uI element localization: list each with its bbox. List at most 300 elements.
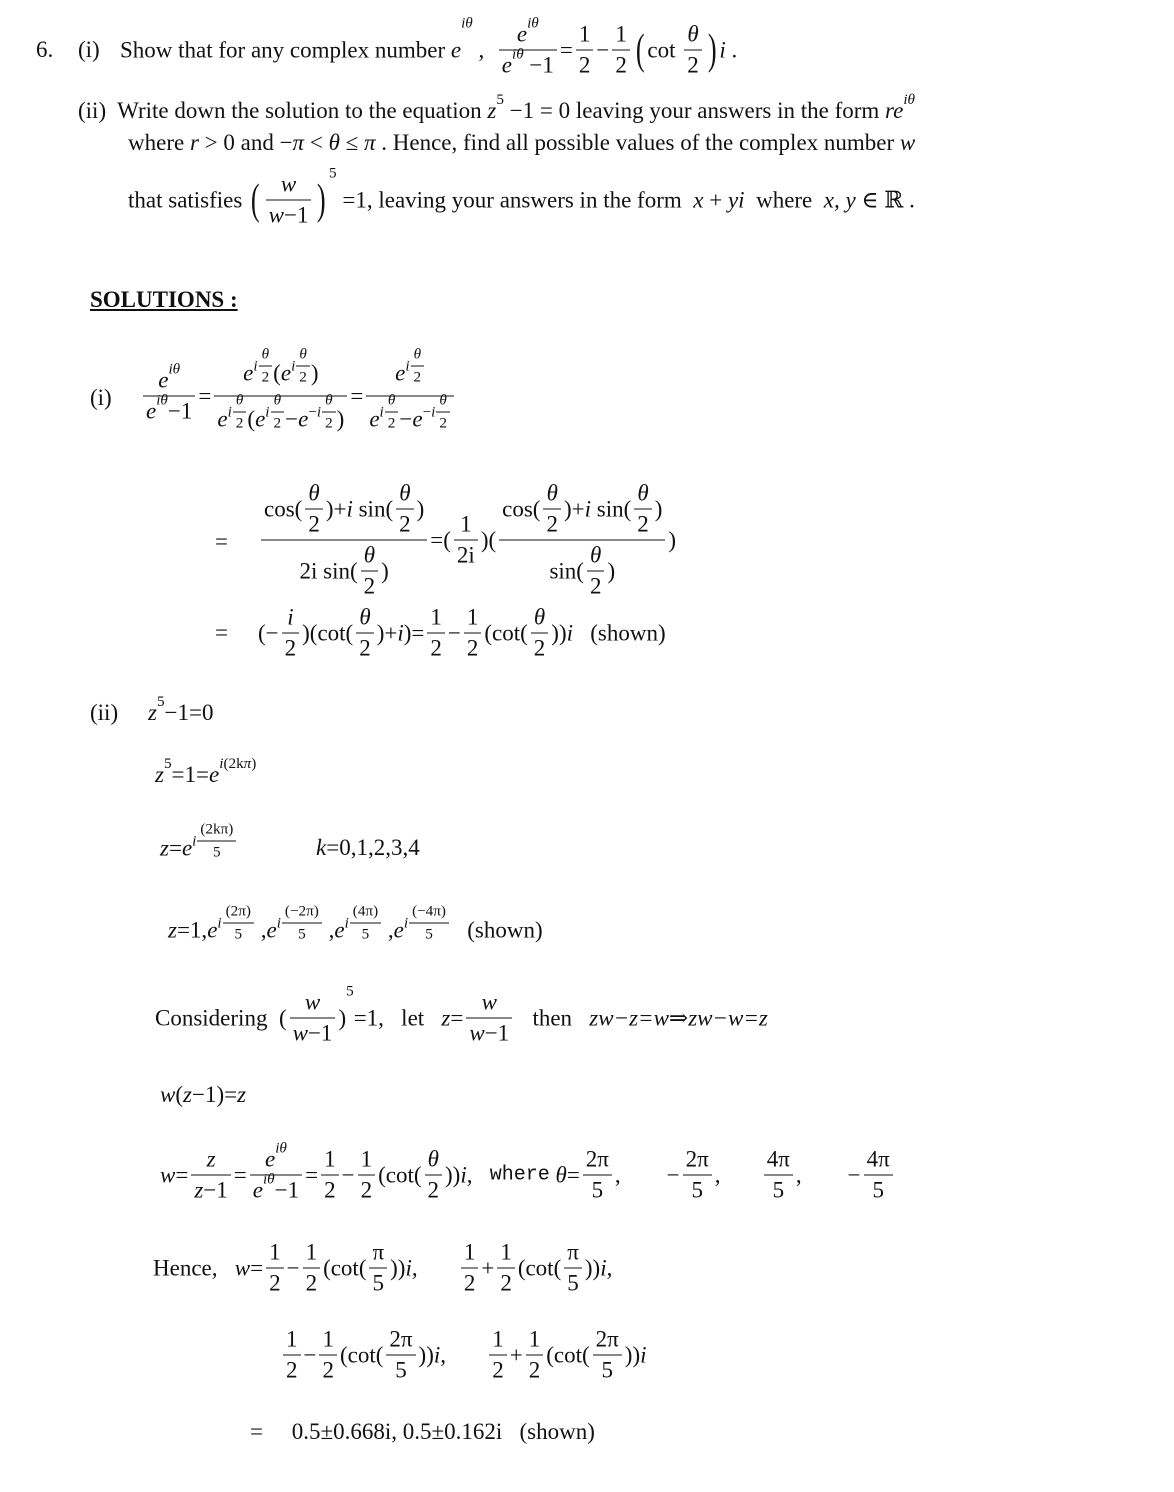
- fraction: [543, 481, 561, 538]
- denominator: [464, 633, 482, 662]
- math-text: 2: [261, 368, 270, 386]
- fraction: [764, 1147, 793, 1204]
- numerator: [259, 346, 273, 366]
- superscript: [380, 392, 400, 433]
- denominator: [350, 923, 381, 944]
- superscript: [346, 983, 354, 1001]
- math-variable: iθ: [527, 14, 539, 32]
- denominator: [261, 540, 427, 600]
- math-text: 2: [533, 635, 546, 661]
- denominator: [259, 366, 273, 387]
- math-text: )(: [480, 527, 497, 552]
- math-text: (4π): [352, 902, 379, 920]
- math-text: 2: [284, 635, 297, 661]
- solution-ii-step2: [155, 755, 257, 788]
- superscript: [228, 392, 248, 433]
- denominator: [764, 1175, 793, 1204]
- math-variable: θ: [363, 542, 376, 568]
- math-variable: i: [346, 496, 353, 521]
- math-text: 2: [399, 511, 411, 537]
- solution-i-step2: [258, 481, 676, 600]
- math-text: 1: [460, 511, 472, 537]
- math-variable: k: [316, 835, 327, 860]
- superscript: [345, 903, 383, 944]
- question-part-ii-line3: [128, 164, 915, 229]
- math-text: 2: [324, 1177, 336, 1203]
- math-text: 2: [578, 52, 591, 78]
- math-text: =: [175, 1162, 189, 1187]
- math-text: 2: [363, 573, 376, 599]
- superscript: [168, 361, 180, 379]
- math-text: 2: [528, 1357, 541, 1383]
- math-variable: i: [192, 832, 197, 850]
- denominator: [436, 412, 450, 433]
- fraction: [321, 1147, 339, 1204]
- superscript: [512, 46, 524, 64]
- fraction: [259, 346, 273, 387]
- math-text: +: [481, 1255, 495, 1280]
- numerator: [322, 392, 336, 412]
- math-text: 1: [528, 1326, 541, 1352]
- math-variable: w: [304, 989, 321, 1015]
- fraction: [385, 392, 399, 433]
- math-text: 2π: [685, 1146, 709, 1172]
- math-variable: i: [403, 914, 409, 932]
- math-text: Show that for any complex number: [120, 37, 451, 62]
- math-text: ∈ ℝ .: [855, 187, 915, 212]
- math-text: 5: [872, 1177, 884, 1203]
- math-text: 2: [589, 573, 602, 599]
- numerator: [497, 1240, 515, 1268]
- math-variable: i: [719, 37, 726, 62]
- numerator: [266, 1240, 284, 1268]
- math-text: 2i sin(: [299, 558, 358, 583]
- math-text: =: [215, 529, 228, 554]
- math-text: cos(: [264, 496, 303, 521]
- superscript: [527, 15, 539, 33]
- math-variable: e: [395, 360, 406, 385]
- math-text: that satisfies: [128, 187, 249, 212]
- math-variable: θ: [328, 130, 340, 155]
- math-text: 1: [360, 1146, 373, 1172]
- math-variable: i: [640, 1342, 647, 1367]
- math-variable: θ: [299, 345, 307, 363]
- math-text: −1: [274, 1177, 300, 1203]
- denominator: [497, 1268, 515, 1297]
- math-text: where: [744, 187, 824, 212]
- math-text: =: [350, 383, 364, 408]
- denominator: [356, 633, 374, 662]
- math-variable: iθ: [275, 1139, 287, 1157]
- math-text: (ii): [90, 700, 119, 725]
- denominator: [290, 1018, 336, 1047]
- math-variable: yi: [727, 187, 745, 212]
- math-text: (cot(: [484, 620, 528, 645]
- math-text: ,: [322, 917, 335, 942]
- math-variable: e: [298, 406, 309, 431]
- large-parenthesis: (: [635, 25, 645, 74]
- math-variable: i: [566, 620, 574, 645]
- solution-ii-hence-line1: [153, 1240, 612, 1297]
- math-text: 5: [156, 693, 165, 711]
- numerator: [303, 1240, 321, 1268]
- math-text: 5: [234, 925, 243, 943]
- math-variable: θ: [308, 480, 320, 506]
- denominator: [543, 509, 561, 538]
- math-text: (: [273, 360, 281, 385]
- superscript: [263, 1171, 275, 1189]
- math-text: Considering (: [155, 1005, 287, 1030]
- math-variable: θ: [261, 345, 270, 363]
- math-variable: w: [160, 1162, 176, 1187]
- superscript: [164, 755, 172, 773]
- fraction: [322, 392, 336, 433]
- solution-ii-hence-line2: [280, 1327, 647, 1384]
- math-variable: iθ: [156, 391, 168, 409]
- numerator: [223, 903, 254, 923]
- denominator: [531, 633, 549, 662]
- denominator: [283, 1355, 301, 1384]
- math-variable: r: [189, 130, 199, 155]
- denominator: [214, 391, 347, 440]
- fraction: [396, 481, 414, 538]
- math-variable: z: [206, 1146, 216, 1172]
- math-text: 5: [567, 1270, 579, 1296]
- math-variable: w: [481, 989, 497, 1015]
- math-variable: e: [209, 762, 220, 787]
- math-variable: e: [266, 917, 277, 942]
- math-text: 2: [286, 1357, 298, 1383]
- numerator: [271, 392, 285, 412]
- numerator: [282, 605, 300, 633]
- math-text: )+: [376, 620, 398, 645]
- math-variable: zw−z=w⇒zw−w=z: [589, 1005, 768, 1030]
- math-variable: i: [291, 357, 296, 375]
- math-variable: i: [600, 1255, 607, 1280]
- math-text: (cot(: [378, 1162, 422, 1187]
- math-variable: w: [899, 130, 916, 155]
- denominator: [143, 391, 195, 425]
- math-text: −: [422, 403, 432, 421]
- numerator: [214, 345, 347, 396]
- numerator: [197, 821, 236, 841]
- solution-ii-step1: [148, 693, 214, 726]
- math-variable: e: [158, 367, 169, 393]
- fraction: [386, 1327, 415, 1384]
- numerator: [464, 605, 482, 633]
- math-text: 2: [322, 1357, 334, 1383]
- fraction: [683, 1147, 712, 1204]
- math-text: )+: [325, 496, 347, 521]
- math-text: 2: [273, 414, 282, 432]
- superscript: [291, 346, 311, 387]
- math-variable: z: [183, 1082, 192, 1107]
- math-text: (: [247, 406, 256, 431]
- math-variable: θ: [533, 604, 546, 630]
- numerator: [531, 605, 549, 633]
- math-variable: i: [397, 620, 404, 645]
- math-text: 2: [439, 414, 447, 432]
- math-variable: e: [280, 360, 292, 385]
- solution-ii-considering: [155, 982, 768, 1047]
- math-text: −1: [307, 1020, 333, 1046]
- math-text: 5: [346, 982, 354, 1000]
- numerator: [191, 1147, 230, 1175]
- numerator: [436, 392, 450, 412]
- math-variable: e: [146, 398, 157, 424]
- math-text: )=: [403, 620, 425, 645]
- math-variable: z: [155, 762, 164, 787]
- fraction: [282, 903, 322, 944]
- math-text: 1: [324, 1146, 336, 1172]
- math-text: =(: [430, 527, 451, 552]
- math-text: =: [168, 835, 182, 860]
- math-text: (ii) Write down the solution to the equation: [78, 98, 488, 123]
- denominator: [499, 45, 557, 79]
- math-text: 2: [427, 1177, 440, 1203]
- math-variable: w: [280, 171, 297, 197]
- fraction: [282, 605, 300, 662]
- numerator: [266, 172, 312, 200]
- numerator: [454, 512, 478, 540]
- numerator: [250, 1139, 302, 1175]
- numerator: [634, 481, 652, 509]
- math-text: (2π): [225, 902, 251, 920]
- math-variable: i: [227, 403, 232, 421]
- solution-ii-w-equation: [160, 1082, 246, 1108]
- math-text: 2: [305, 1270, 318, 1296]
- math-text: −1 = 0 leaving your answers in the form: [503, 98, 886, 123]
- numerator: [612, 22, 630, 50]
- math-text: 2π: [389, 1326, 413, 1352]
- fraction: [526, 1327, 544, 1384]
- numerator: [466, 990, 512, 1018]
- math-text: −1: [484, 1020, 510, 1046]
- denominator: [321, 1175, 339, 1204]
- numerator: [461, 1240, 479, 1268]
- numerator: [684, 22, 702, 50]
- math-variable: w: [160, 1082, 176, 1107]
- denominator: [583, 1175, 612, 1204]
- math-text: 5: [163, 755, 172, 773]
- numerator: [587, 543, 605, 571]
- math-text: =: [250, 1255, 264, 1280]
- numerator: [143, 360, 195, 396]
- numerator: [864, 1147, 893, 1175]
- math-text: −: [596, 37, 610, 62]
- math-text: )): [624, 1342, 641, 1367]
- math-text: 2: [325, 414, 333, 432]
- fraction: [436, 392, 450, 433]
- math-variable: i: [217, 914, 222, 932]
- solution-i-step3-eq: [215, 620, 228, 646]
- denominator: [386, 1355, 415, 1384]
- math-variable: w: [469, 1020, 485, 1046]
- math-variable: θ: [235, 391, 244, 409]
- math-variable: θ: [546, 480, 558, 506]
- math-text: ): [654, 496, 663, 521]
- math-text: sin(: [352, 496, 394, 521]
- math-text: 2: [546, 511, 558, 537]
- math-text: −: [285, 406, 299, 431]
- math-text: −1: [203, 1177, 228, 1203]
- math-text: )): [445, 1162, 461, 1187]
- math-text: then: [515, 1005, 590, 1030]
- math-text: )): [551, 620, 567, 645]
- math-text: 1: [269, 1239, 281, 1265]
- math-text: 5: [372, 1270, 385, 1296]
- math-text: −: [303, 1342, 317, 1367]
- math-text: (2k: [223, 755, 244, 773]
- denominator: [266, 1268, 284, 1297]
- math-text: =1, leaving your answers in the form: [336, 187, 694, 212]
- solution-i-step2-eq: [215, 529, 228, 555]
- fraction: [593, 1327, 622, 1384]
- math-text: =1, let: [353, 1005, 442, 1030]
- math-text: Hence,: [153, 1255, 235, 1280]
- math-text: 5: [691, 1177, 703, 1203]
- denominator: [250, 1170, 302, 1204]
- question-part-ii-line1: [78, 91, 916, 124]
- fraction: [271, 392, 285, 433]
- math-variable: i: [433, 1342, 441, 1367]
- math-variable: i: [431, 403, 436, 421]
- math-text: 2i: [456, 542, 475, 568]
- math-text: 2: [360, 1177, 373, 1203]
- superscript: [404, 903, 450, 944]
- math-text: (−: [258, 620, 279, 645]
- denominator: [303, 1268, 321, 1297]
- denominator: [587, 571, 605, 600]
- math-variable: θ: [637, 480, 649, 506]
- math-text: −1: [167, 398, 193, 424]
- math-variable: i: [344, 914, 349, 932]
- fraction: [266, 172, 312, 229]
- math-text: −: [286, 1255, 300, 1280]
- math-variable: z: [168, 917, 177, 942]
- math-variable: θ: [439, 391, 447, 409]
- superscript: [308, 392, 336, 433]
- math-variable: i: [460, 1162, 467, 1187]
- math-text: <: [304, 130, 329, 155]
- math-text: 1: [305, 1239, 318, 1265]
- math-variable: i: [584, 496, 591, 521]
- math-text: 5: [601, 1357, 613, 1383]
- numerator: [427, 605, 445, 633]
- fraction: [466, 990, 512, 1047]
- math-text: −1: [523, 52, 554, 78]
- math-text: ): [310, 360, 319, 385]
- math-text: 1: [430, 604, 442, 630]
- math-text: −: [308, 403, 317, 421]
- large-parenthesis: (: [251, 175, 260, 224]
- math-variable: θ: [387, 391, 396, 409]
- numerator: [366, 345, 454, 396]
- fraction: [350, 903, 381, 944]
- math-variable: e: [412, 406, 423, 431]
- math-variable: x: [693, 187, 704, 212]
- large-parenthesis: ): [707, 25, 717, 74]
- superscript: [156, 392, 168, 410]
- math-text: 2: [466, 635, 479, 661]
- math-text: (i): [78, 37, 100, 62]
- math-text: )): [584, 1255, 601, 1280]
- denominator: [271, 412, 285, 433]
- math-text: (i): [90, 385, 112, 410]
- math-text: ,: [606, 1255, 613, 1280]
- math-variable: i: [316, 403, 322, 421]
- math-variable: θ: [325, 391, 333, 409]
- denominator: [454, 540, 478, 569]
- math-variable: i: [265, 403, 270, 421]
- numerator: [305, 481, 323, 509]
- math-text: −: [447, 620, 461, 645]
- math-text: 2π: [595, 1326, 619, 1352]
- math-text: sin(: [549, 558, 584, 583]
- numerator: [583, 1147, 612, 1175]
- math-variable: θ: [399, 480, 411, 506]
- denominator: [427, 633, 445, 662]
- solution-ii-k-values: [316, 835, 420, 861]
- math-text: (cot(: [546, 1342, 590, 1367]
- denominator: [425, 1175, 443, 1204]
- superscript: [405, 346, 425, 387]
- question-number: [36, 37, 53, 63]
- fraction: [409, 903, 449, 944]
- math-text: =: [198, 383, 212, 408]
- math-variable: z: [148, 700, 157, 725]
- fraction: [283, 1327, 301, 1384]
- denominator: [369, 1268, 387, 1297]
- math-variable: θ: [413, 345, 422, 363]
- fraction: [214, 345, 347, 440]
- math-text: (cot(: [517, 1255, 562, 1280]
- math-text: 2: [500, 1270, 512, 1296]
- numerator: [358, 1147, 376, 1175]
- math-text: 5: [496, 91, 504, 109]
- fraction: [489, 1327, 507, 1384]
- superscript: [265, 392, 285, 433]
- math-variable: iθ: [511, 45, 524, 63]
- math-variable: w: [234, 1255, 251, 1280]
- math-text: = 0.5±0.668i, 0.5±0.162i (shown): [250, 1419, 595, 1444]
- math-text: 1: [615, 21, 627, 47]
- math-text: ): [668, 527, 677, 552]
- math-variable: π: [364, 130, 376, 155]
- fraction: [369, 1240, 387, 1297]
- denominator: [466, 1018, 512, 1047]
- math-text: −1)=: [191, 1082, 238, 1107]
- fraction: [587, 543, 605, 600]
- denominator: [396, 509, 414, 538]
- fraction: [143, 360, 195, 425]
- math-text: 1: [578, 21, 591, 47]
- fraction: [261, 481, 427, 600]
- solution-ii-final-answer: [250, 1419, 595, 1445]
- math-text: (cot(: [323, 1255, 367, 1280]
- fraction: [425, 1147, 443, 1204]
- math-variable: x, y: [823, 187, 856, 212]
- question-part-ii-line2: [128, 130, 915, 156]
- math-variable: w: [292, 1020, 308, 1046]
- math-variable: w: [268, 202, 284, 228]
- math-text: ,: [254, 917, 267, 942]
- math-text: ): [607, 558, 616, 583]
- fraction: [454, 512, 478, 569]
- denominator: [296, 366, 310, 387]
- math-variable: θ: [427, 1146, 439, 1172]
- math-text: −1=0: [164, 700, 214, 725]
